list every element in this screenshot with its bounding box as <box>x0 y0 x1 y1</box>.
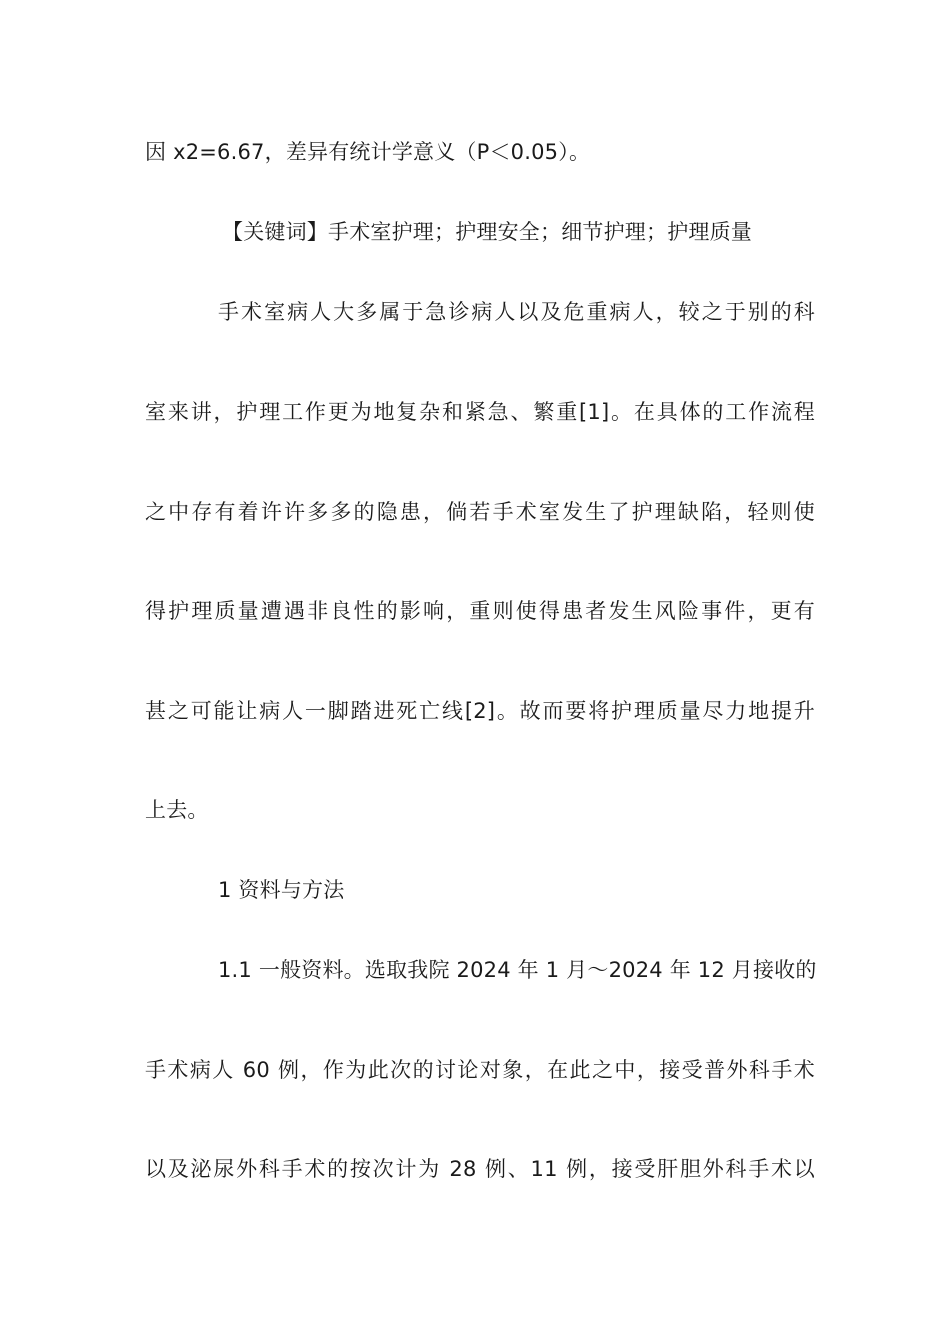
paragraph-line: 以及泌尿外科手术的按次计为 28 例、11 例，接受肝胆外科手术以 <box>145 1157 815 1181</box>
text-line-result: 因 x2=6.67，差异有统计学意义（P＜0.05）。 <box>145 140 591 164</box>
paragraph-line: 手术病人 60 例，作为此次的讨论对象，在此之中，接受普外科手术 <box>145 1058 815 1082</box>
paragraph-line: 之中存有着许许多多的隐患，倘若手术室发生了护理缺陷，轻则使 <box>145 500 815 524</box>
paragraph-line: 1.1 一般资料。选取我院 2024 年 1 月～2024 年 12 月接收的 <box>218 958 817 982</box>
paragraph-line: 甚之可能让病人一脚踏进死亡线[2]。故而要将护理质量尽力地提升 <box>145 699 815 723</box>
paragraph-line: 上去。 <box>145 798 209 822</box>
keywords-line: 【关键词】手术室护理；护理安全；细节护理；护理质量 <box>222 220 752 244</box>
paragraph-line: 得护理质量遭遇非良性的影响，重则使得患者发生风险事件，更有 <box>145 599 815 623</box>
paragraph-line: 室来讲，护理工作更为地复杂和紧急、繁重[1]。在具体的工作流程 <box>145 400 815 424</box>
section-heading: 1 资料与方法 <box>218 878 345 902</box>
paragraph-line: 手术室病人大多属于急诊病人以及危重病人，较之于别的科 <box>218 300 815 324</box>
